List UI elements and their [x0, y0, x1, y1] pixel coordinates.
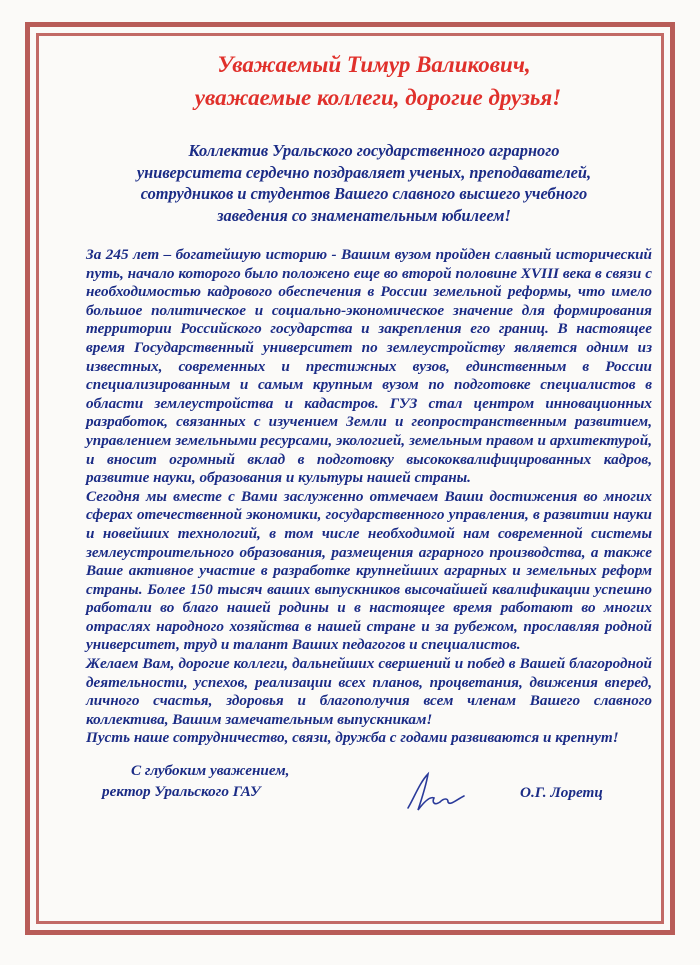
signer-name: О.Г. Лоретц — [520, 784, 603, 802]
body-paragraph-3 — [86, 655, 652, 729]
closing-phrase: С глубоким уважением, — [131, 762, 290, 780]
body-paragraph-4 — [86, 729, 652, 748]
letter-content — [86, 48, 652, 802]
greeting-heading — [86, 48, 652, 114]
body-paragraph-1 — [86, 246, 652, 488]
letter-body — [86, 246, 652, 748]
body-paragraph-4-text: Пусть наше сотрудничество, связи, дружба с годами развиваются и крепнут! — [86, 729, 619, 747]
signer-position: ректор Уральского ГАУ — [102, 783, 261, 801]
intro-line-1: Коллектив Уральского государственного аграрного — [188, 141, 560, 160]
body-paragraph-1-text: За 245 лет – богатейшую историю - Вашим вузом пройден славный исторический путь, начало которого было положено еще во второй половине XVIII века в связи с необходимостью кадрового обеспечения в России земельной реформы, что имело большое политическое и социально-экономическое значение для формирования территории Российского государства и закрепления его границ. В настоящее время Государственный университет по землеустройству является одним из известных, современных и престижных вузов, единственным в России специализированным и самым крупным вузом по подготовке специалистов в области землеустройства и кадастров. ГУЗ стал центром инновационных разработок, связанных с изучением Земли и геопространственным развитием, управлением земельными ресурсами, экологией, земельным правом и архитектурой, и вносит огромный вклад в подготовку высококвалифицированных кадров, развитие науки, образования и культуры нашей страны. — [86, 246, 652, 487]
body-paragraph-3-text: Желаем Вам, дорогие коллеги, дальнейших свершений и побед в Вашей благородной деятельности, успехов, реализации всех планов, процветания, движения вперед, личного счастья, здоровья и благополучия всем членам Вашего славного коллектива, Вашим замечательным выпускникам! — [86, 655, 652, 728]
intro-line-2: университета сердечно поздравляет ученых, преподавателей, — [136, 162, 592, 182]
body-paragraph-2-text: Сегодня мы вместе с Вами заслуженно отмечаем Ваши достижения во многих сферах отечественной экономики, государственного управления, в развитии науки и новейших технологий, в том числе необходимой нам современной системы землеустроительного образования, размещения аграрного производства, а также Ваше активное участие в разработке крупнейших аграрных и земельных реформ страны. Более 150 тысяч ваших выпускников высочайшей квалификации успешно работали во благо нашей родины и в настоящее время работают во многих отраслях народного хозяйства в нашей стране и за рубежом, прославляя родной университет, труд и талант Ваших педагогов и специалистов. — [86, 487, 652, 654]
greeting-line-1: Уважаемый Тимур Валикович, — [217, 52, 531, 77]
intro-paragraph — [86, 140, 652, 226]
intro-line-3: сотрудников и студентов Вашего славного высшего учебного — [140, 184, 588, 203]
signature-block — [86, 760, 652, 802]
handwritten-signature — [404, 768, 470, 814]
body-paragraph-2 — [86, 488, 652, 655]
intro-line-4: заведения со знаменательным юбилеем! — [217, 205, 511, 225]
greeting-line-2: уважаемые коллеги, дорогие друзья! — [194, 85, 562, 110]
